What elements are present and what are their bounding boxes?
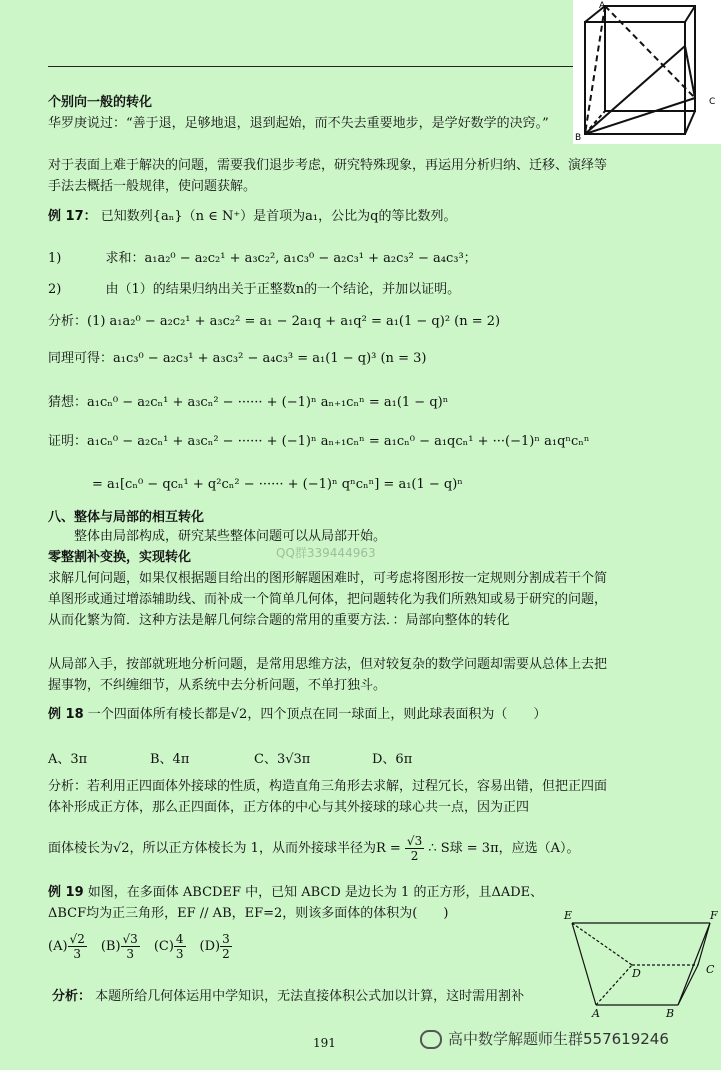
question-2-number: 2)	[48, 282, 62, 297]
example-17-stem	[48, 208, 456, 226]
intro-paragraph: 对于表面上难于解决的问题，需要我们退步考虑，研究特殊现象，再运用分析归纳、迁移、演绎等手法去概括一般规律，使问题获解。	[48, 158, 608, 194]
example-18-stem	[48, 706, 546, 724]
example-19-option-d: (D) $\frac{3}{2}$	[199, 932, 230, 961]
example-17-proof-line-1: 证明：a₁cₙ⁰ − a₂cₙ¹ + a₃cₙ² − ······ + (−1)ⁿ aₙ₊₁cₙⁿ = a₁cₙ⁰ − a₁qcₙ¹ + ···(−1)ⁿ a₁qⁿcₙⁿ	[48, 434, 590, 449]
example-17-question-2	[48, 281, 460, 299]
example-18-text: 一个四面体所有棱长都是√2，四个顶点在同一球面上，则此球表面积为（ ）	[87, 707, 547, 722]
example-19-analysis-label: 分析：	[52, 989, 92, 1004]
example-19-label: 例 19	[48, 885, 84, 900]
poly-label-f: F	[710, 909, 718, 922]
example-18-conclusion-b: ∴ S球 = 3π，应选（A）。	[428, 841, 580, 856]
radius-denominator: 2	[410, 849, 419, 863]
question-2-text: 由（1）的结果归纳出关于正整数n的一个结论，并加以证明。	[105, 282, 461, 297]
example-19-options	[48, 932, 232, 961]
polyhedron-figure	[560, 905, 721, 1020]
section-8-intro: 整体由局部构成，研究某些整体问题可以从局部开始。	[74, 529, 387, 544]
cut-and-fill-paragraph: 求解几何问题，如果仅根据题目给出的图形解题困难时，可考虑将图形按一定规则分割成若干个简单图形或通过增添辅助线、而补成一个简单几何体，把问题转化为我们所熟知或易于研究的问题，从而化繁为简．这种方法是解几何综合题的常用的重要方法．：局部向整体的转化	[48, 571, 608, 628]
radius-fraction	[405, 834, 424, 863]
wechat-group-badge	[420, 1028, 669, 1049]
example-19-analysis	[52, 988, 524, 1006]
example-19-option-b: (B) $\frac{√3}{3}$	[100, 932, 138, 961]
radius-numerator: √3	[406, 834, 423, 848]
watermark-text: QQ群339444963	[276, 546, 376, 560]
local-to-whole-paragraph: 从局部入手，按部就班地分析问题，是常用思维方法，但对较复杂的数学问题却需要从总体上去把握事物，不纠缠细节，从系统中去分析问题，不单打独斗。	[48, 657, 608, 693]
poly-label-a: A	[592, 1007, 600, 1020]
example-19-analysis-text: 本题所给几何体运用中学知识，无法直接体积公式加以计算，这时需用割补	[95, 989, 525, 1004]
example-18-option-b: B、4π	[150, 752, 190, 767]
quote-paragraph: 华罗庚说过：“善于退，足够地退，退到起始，而不失去重要地步，是学好数学的决窍。”	[48, 116, 549, 131]
poly-label-d: D	[632, 967, 641, 980]
example-19-option-a: (A) $\frac{√2}{3}$	[48, 932, 85, 961]
example-18-option-d: D、6π	[372, 752, 413, 767]
example-18-label: 例 18	[48, 707, 84, 722]
poly-label-b: B	[666, 1007, 675, 1020]
example-17-analysis: 分析：(1) a₁a₂⁰ − a₂c₂¹ + a₃c₂² = a₁ − 2a₁q + a₁q² = a₁(1 − q)² (n = 2)	[48, 314, 501, 329]
example-18-conclusion-a: 面体棱长为√2，所以正方体棱长为 1，从而外接球半径为R =	[48, 841, 401, 856]
example-19-option-c: (C) $\frac{4}{3}$	[153, 932, 184, 961]
wechat-group-text: 高中数学解题师生群557619246	[448, 1030, 669, 1048]
example-18-option-a: A、3π	[48, 752, 88, 767]
cube-label-c: C	[709, 97, 716, 107]
cube-label-b: B	[575, 133, 582, 143]
example-19-text: 如图，在多面体 ABCDEF 中，已知 ABCD 是边长为 1 的正方形，且ΔADE、ΔBCF均为正三角形，EF // AB，EF=2，则该多面体的体积为( )	[48, 885, 544, 921]
heading-individual-to-general: 个别向一般的转化	[48, 95, 153, 110]
example-18-analysis: 分析：若利用正四面体外接球的性质，构造直角三角形去求解，过程冗长，容易出错，但把正四面体补形成正方体，那么正四面体，正方体的中心与其外接球的球心共一点，因为正四	[48, 779, 608, 815]
example-18-option-c: C、3√3π	[254, 752, 311, 767]
question-1-text: 求和：a₁a₂⁰ − a₂c₂¹ + a₃c₂², a₁c₃⁰ − a₂c₃¹ + a₂c₃² − a₄c₃³；	[105, 251, 477, 266]
cube-label-a: A	[599, 1, 606, 11]
example-17-label: 例 17：	[48, 209, 97, 224]
question-1-number: 1)	[48, 251, 62, 266]
poly-label-c: C	[706, 963, 715, 976]
cut-and-fill-heading: 零整割补变换，实现转化	[48, 550, 192, 565]
example-17-guess: 猜想：a₁cₙ⁰ − a₂cₙ¹ + a₃cₙ² − ······ + (−1)ⁿ aₙ₊₁cₙⁿ = a₁(1 − q)ⁿ	[48, 395, 449, 410]
example-17-question-1	[48, 250, 477, 268]
page-number: 191	[313, 1036, 336, 1050]
example-19-stem	[48, 882, 568, 924]
header-rule	[48, 66, 573, 67]
example-17-proof-line-2: = a₁[cₙ⁰ − qcₙ¹ + q²cₙ² − ······ + (−1)ⁿ qⁿcₙⁿ] = a₁(1 − q)ⁿ	[92, 477, 463, 492]
example-17-text: 已知数列{aₙ}（n ∈ N⁺）是首项为a₁，公比为q的等比数列。	[100, 209, 457, 224]
poly-label-e: E	[564, 909, 573, 922]
wechat-icon	[420, 1030, 442, 1049]
example-17-similar: 同理可得：a₁c₃⁰ − a₂c₃¹ + a₃c₃² − a₄c₃³ = a₁(1 − q)³ (n = 3)	[48, 351, 427, 366]
section-8-heading: 八、整体与局部的相互转化	[48, 510, 205, 525]
example-18-conclusion	[48, 834, 580, 864]
